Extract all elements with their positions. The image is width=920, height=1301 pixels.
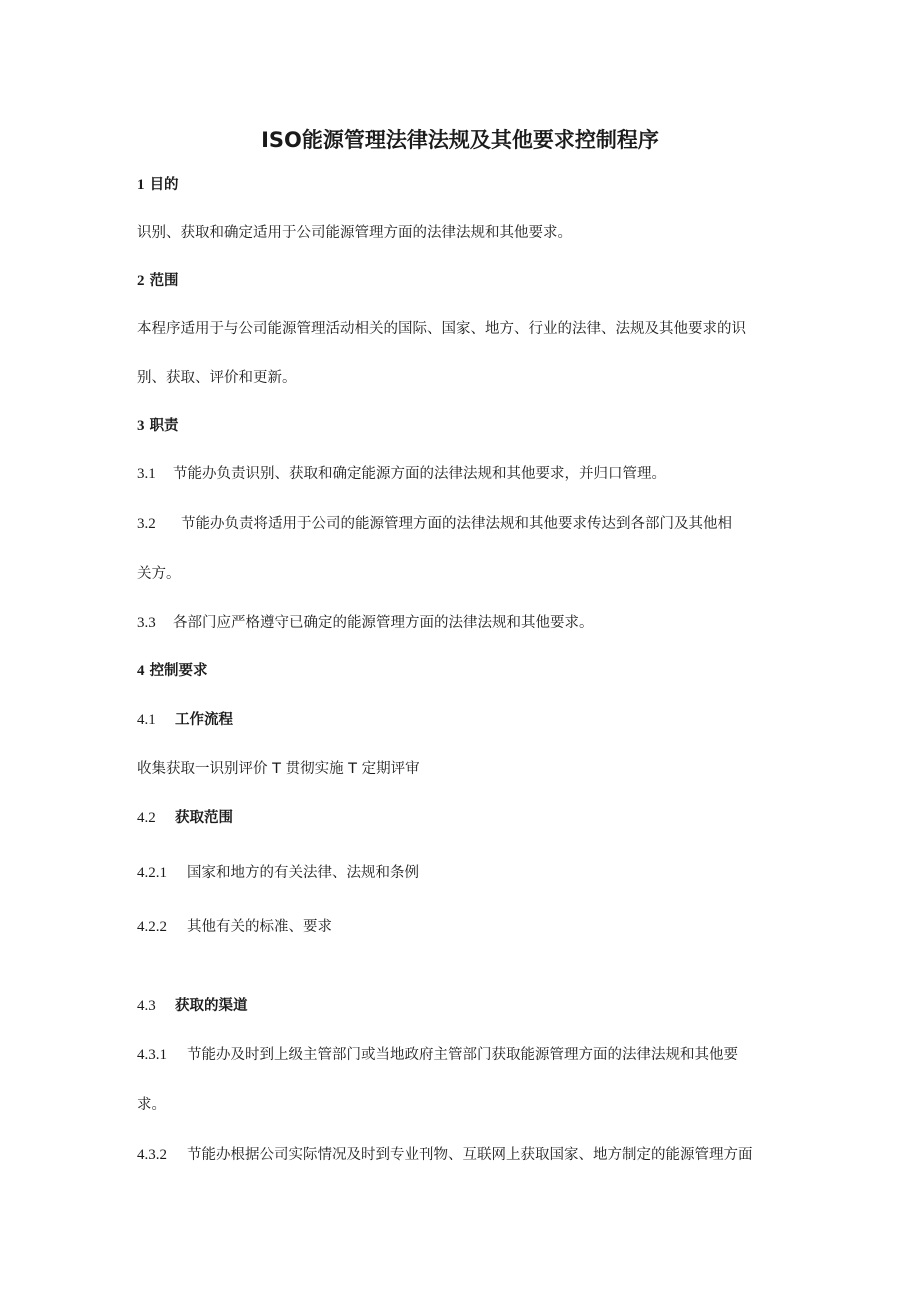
subsection-title: 工作流程 xyxy=(175,712,233,728)
subsection-4-2-heading xyxy=(137,808,233,828)
item-3-1 xyxy=(137,464,666,484)
subsection-title: 获取的渠道 xyxy=(175,998,248,1014)
item-4-3-1-line-2: 求。 xyxy=(137,1097,166,1113)
section-3-heading xyxy=(137,416,179,436)
section-number: 4 xyxy=(137,663,145,679)
document-title: ISO能源管理法律法规及其他要求控制程序 xyxy=(261,128,659,152)
section-number: 2 xyxy=(137,273,145,289)
section-2-text-line-1: 本程序适用于与公司能源管理活动相关的国际、国家、地方、行业的法律、法规及其他要求的识 xyxy=(137,321,746,337)
section-title: 控制要求 xyxy=(149,663,208,679)
item-number: 4.2.2 xyxy=(137,919,167,935)
workflow-text: 收集获取一识别评价 T 贯彻实施 T 定期评审 xyxy=(137,761,420,777)
section-4-heading xyxy=(137,661,208,681)
item-number: 3.1 xyxy=(137,466,156,482)
item-4-3-2-line-1 xyxy=(137,1145,753,1165)
section-number: 1 xyxy=(137,177,145,193)
item-3-2-line-2: 关方。 xyxy=(137,566,181,582)
item-text: 节能办及时到上级主管部门或当地政府主管部门获取能源管理方面的法律法规和其他要 xyxy=(187,1047,738,1063)
item-text: 节能办负责识别、获取和确定能源方面的法律法规和其他要求，并归口管理。 xyxy=(173,466,666,482)
subsection-4-3-heading xyxy=(137,996,248,1016)
item-number: 3.3 xyxy=(137,615,156,631)
section-1-text: 识别、获取和确定适用于公司能源管理方面的法律法规和其他要求。 xyxy=(137,225,572,241)
item-4-3-1-line-1 xyxy=(137,1045,738,1065)
item-4-2-1 xyxy=(137,863,419,883)
section-2-text-line-2: 别、获取、评价和更新。 xyxy=(137,370,297,386)
section-1-heading xyxy=(137,175,179,195)
item-text: 节能办根据公司实际情况及时到专业刊物、互联网上获取国家、地方制定的能源管理方面 xyxy=(187,1147,753,1163)
subsection-title: 获取范围 xyxy=(175,810,233,826)
item-number: 4.3.2 xyxy=(137,1147,167,1163)
item-text: 国家和地方的有关法律、法规和条例 xyxy=(187,865,419,881)
subsection-number: 4.3 xyxy=(137,998,156,1014)
section-number: 3 xyxy=(137,418,145,434)
item-text: 各部门应严格遵守已确定的能源管理方面的法律法规和其他要求。 xyxy=(173,615,594,631)
item-4-2-2 xyxy=(137,917,332,937)
subsection-4-1-heading xyxy=(137,710,233,730)
section-title: 职责 xyxy=(149,418,179,434)
item-number: 4.3.1 xyxy=(137,1047,167,1063)
item-number: 4.2.1 xyxy=(137,865,167,881)
item-text: 其他有关的标准、要求 xyxy=(187,919,332,935)
section-title: 范围 xyxy=(149,273,179,289)
item-3-2-line-1 xyxy=(137,514,732,534)
section-2-heading xyxy=(137,271,179,291)
item-number: 3.2 xyxy=(137,516,156,532)
section-title: 目的 xyxy=(149,177,179,193)
subsection-number: 4.1 xyxy=(137,712,156,728)
subsection-number: 4.2 xyxy=(137,810,156,826)
item-3-3 xyxy=(137,613,594,633)
item-text: 节能办负责将适用于公司的能源管理方面的法律法规和其他要求传达到各部门及其他相 xyxy=(181,516,732,532)
